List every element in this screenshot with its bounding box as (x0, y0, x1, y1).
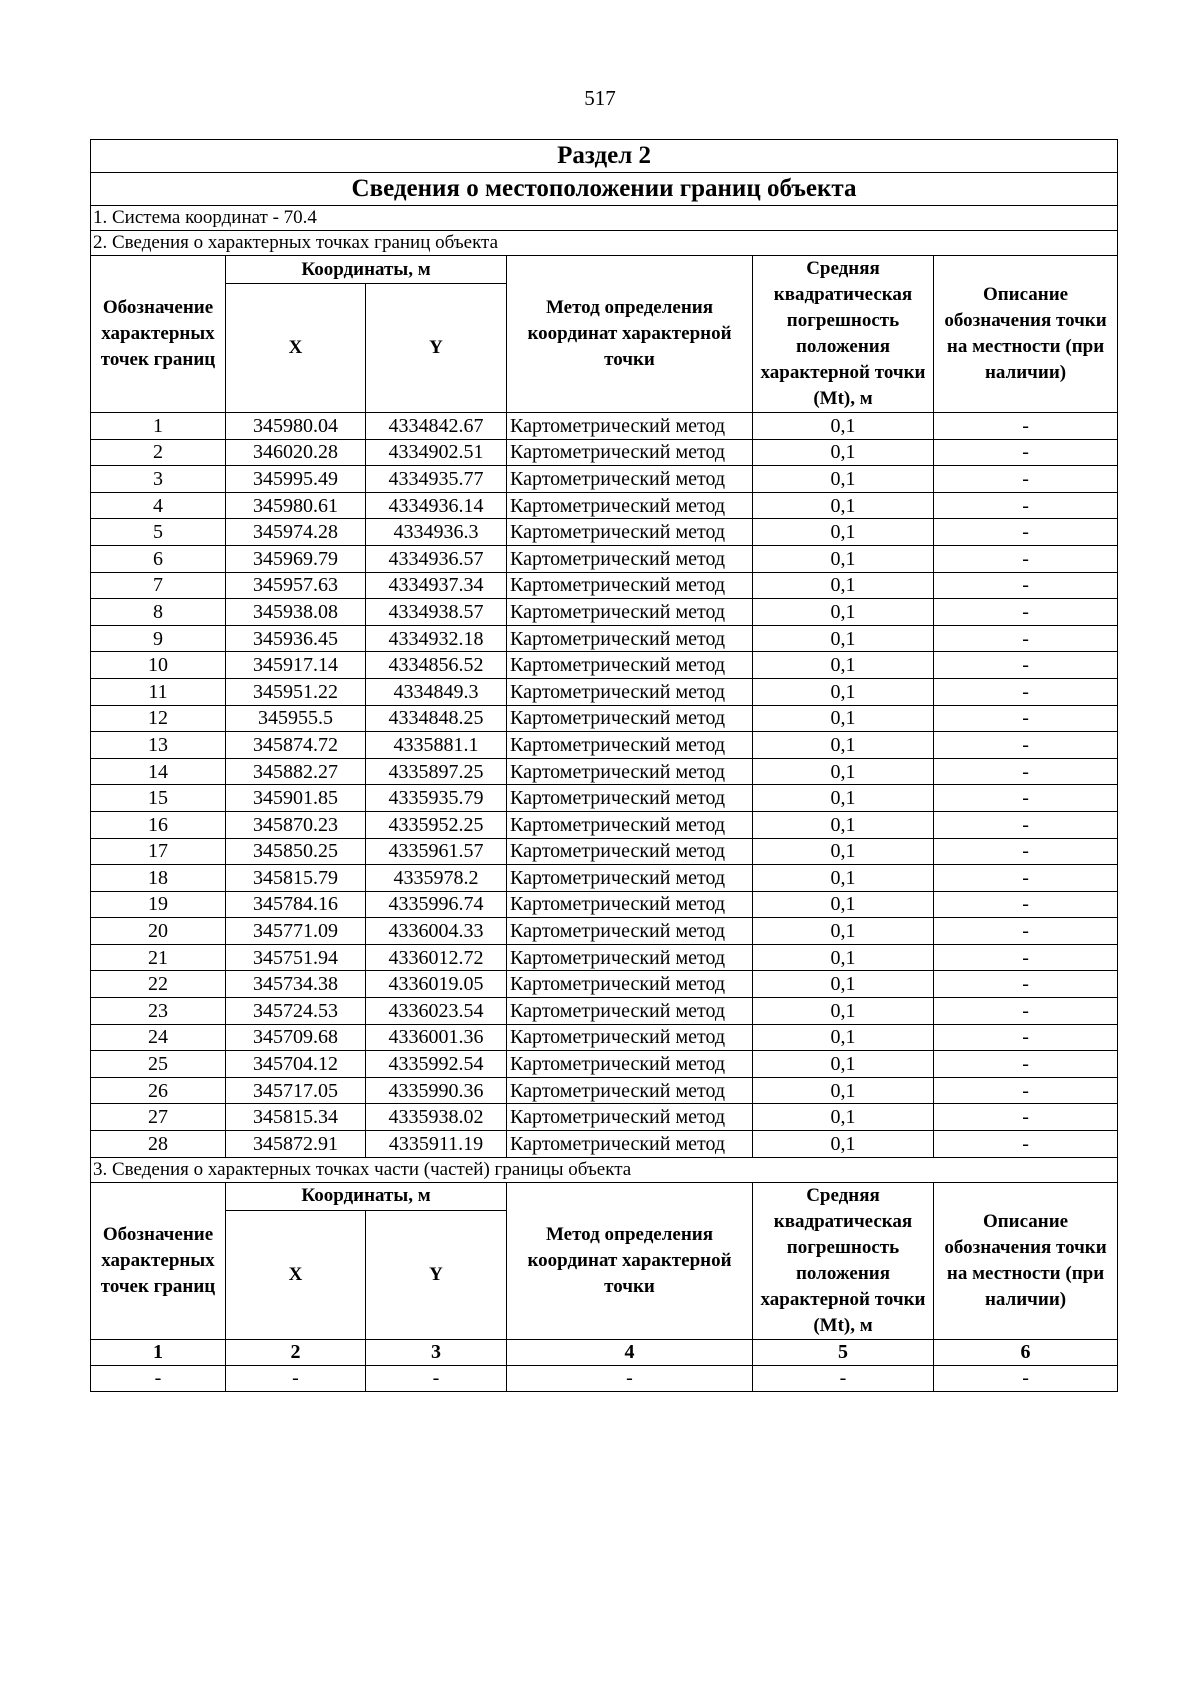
parts-cell: - (934, 1365, 1118, 1391)
y-coordinate-cell: 4336023.54 (366, 998, 507, 1025)
x-coordinate-cell: 345784.16 (226, 891, 366, 918)
y-coordinate-cell: 4335996.74 (366, 891, 507, 918)
point-number-cell: 7 (91, 572, 226, 599)
method-cell: Картометрический метод (507, 1077, 753, 1104)
header-designation: Обозначение характерных точек границ (91, 256, 226, 413)
error-cell: 0,1 (753, 891, 934, 918)
table-row (91, 1051, 1118, 1078)
table-row (91, 891, 1118, 918)
error-cell: 0,1 (753, 652, 934, 679)
x-coordinate-cell: 345709.68 (226, 1024, 366, 1051)
y-coordinate-cell: 4335911.19 (366, 1131, 507, 1158)
error-cell: 0,1 (753, 811, 934, 838)
description-cell: - (934, 466, 1118, 493)
x-coordinate-cell: 345850.25 (226, 838, 366, 865)
table-row (91, 652, 1118, 679)
y-coordinate-cell: 4334848.25 (366, 705, 507, 732)
method-cell: Картометрический метод (507, 599, 753, 626)
description-cell: - (934, 492, 1118, 519)
point-number-cell: 6 (91, 545, 226, 572)
method-cell: Картометрический метод (507, 944, 753, 971)
method-cell: Картометрический метод (507, 466, 753, 493)
point-number-cell: 11 (91, 678, 226, 705)
error-cell: 0,1 (753, 1051, 934, 1078)
x-coordinate-cell: 345771.09 (226, 918, 366, 945)
point-number-cell: 10 (91, 652, 226, 679)
description-cell: - (934, 1104, 1118, 1131)
method-cell: Картометрический метод (507, 1051, 753, 1078)
y-coordinate-cell: 4335935.79 (366, 785, 507, 812)
parts-cell: - (507, 1365, 753, 1391)
table-row (91, 1131, 1118, 1158)
column-number: 1 (91, 1339, 226, 1365)
method-cell: Картометрический метод (507, 1131, 753, 1158)
error-cell: 0,1 (753, 732, 934, 759)
error-cell: 0,1 (753, 785, 934, 812)
point-number-cell: 4 (91, 492, 226, 519)
method-cell: Картометрический метод (507, 678, 753, 705)
points-heading: 2. Сведения о характерных точках границ объекта (91, 231, 1118, 256)
description-cell: - (934, 1131, 1118, 1158)
method-cell: Картометрический метод (507, 439, 753, 466)
method-cell: Картометрический метод (507, 519, 753, 546)
method-cell: Картометрический метод (507, 1104, 753, 1131)
y-coordinate-cell: 4334936.57 (366, 545, 507, 572)
y-coordinate-cell: 4334936.14 (366, 492, 507, 519)
column-number: 4 (507, 1339, 753, 1365)
error-cell: 0,1 (753, 439, 934, 466)
description-cell: - (934, 413, 1118, 440)
method-cell: Картометрический метод (507, 572, 753, 599)
y-coordinate-cell: 4334935.77 (366, 466, 507, 493)
y-coordinate-cell: 4336019.05 (366, 971, 507, 998)
table-row (91, 732, 1118, 759)
point-number-cell: 5 (91, 519, 226, 546)
table-row (91, 599, 1118, 626)
parts-header-method: Метод определения координат характерной точки (507, 1182, 753, 1339)
x-coordinate-cell: 345734.38 (226, 971, 366, 998)
x-coordinate-cell: 345870.23 (226, 811, 366, 838)
method-cell: Картометрический метод (507, 811, 753, 838)
x-coordinate-cell: 345955.5 (226, 705, 366, 732)
y-coordinate-cell: 4334932.18 (366, 625, 507, 652)
table-row (91, 439, 1118, 466)
method-cell: Картометрический метод (507, 545, 753, 572)
x-coordinate-cell: 345936.45 (226, 625, 366, 652)
description-cell: - (934, 971, 1118, 998)
error-cell: 0,1 (753, 545, 934, 572)
error-cell: 0,1 (753, 1131, 934, 1158)
error-cell: 0,1 (753, 758, 934, 785)
table-row (91, 1077, 1118, 1104)
y-coordinate-cell: 4335952.25 (366, 811, 507, 838)
y-coordinate-cell: 4335992.54 (366, 1051, 507, 1078)
point-number-cell: 2 (91, 439, 226, 466)
error-cell: 0,1 (753, 1024, 934, 1051)
column-number: 2 (226, 1339, 366, 1365)
error-cell: 0,1 (753, 918, 934, 945)
description-cell: - (934, 519, 1118, 546)
method-cell: Картометрический метод (507, 838, 753, 865)
description-cell: - (934, 918, 1118, 945)
method-cell: Картометрический метод (507, 891, 753, 918)
table-row (91, 811, 1118, 838)
description-cell: - (934, 572, 1118, 599)
description-cell: - (934, 891, 1118, 918)
y-coordinate-cell: 4334936.3 (366, 519, 507, 546)
point-number-cell: 27 (91, 1104, 226, 1131)
y-coordinate-cell: 4335897.25 (366, 758, 507, 785)
y-coordinate-cell: 4336004.33 (366, 918, 507, 945)
point-number-cell: 9 (91, 625, 226, 652)
description-cell: - (934, 705, 1118, 732)
description-cell: - (934, 1024, 1118, 1051)
point-number-cell: 26 (91, 1077, 226, 1104)
method-cell: Картометрический метод (507, 785, 753, 812)
table-row (91, 625, 1118, 652)
description-cell: - (934, 998, 1118, 1025)
x-coordinate-cell: 345815.79 (226, 865, 366, 892)
method-cell: Картометрический метод (507, 1024, 753, 1051)
description-cell: - (934, 1077, 1118, 1104)
x-coordinate-cell: 345751.94 (226, 944, 366, 971)
y-coordinate-cell: 4335961.57 (366, 838, 507, 865)
description-cell: - (934, 678, 1118, 705)
table-row (91, 971, 1118, 998)
table-row (91, 865, 1118, 892)
error-cell: 0,1 (753, 971, 934, 998)
parts-heading: 3. Сведения о характерных точках части (частей) границы объекта (91, 1157, 1118, 1182)
y-coordinate-cell: 4335881.1 (366, 732, 507, 759)
point-number-cell: 17 (91, 838, 226, 865)
table-row (91, 466, 1118, 493)
x-coordinate-cell: 345901.85 (226, 785, 366, 812)
y-coordinate-cell: 4335938.02 (366, 1104, 507, 1131)
x-coordinate-cell: 345917.14 (226, 652, 366, 679)
description-cell: - (934, 1051, 1118, 1078)
error-cell: 0,1 (753, 1104, 934, 1131)
header-y: Y (366, 284, 507, 413)
x-coordinate-cell: 345974.28 (226, 519, 366, 546)
description-cell: - (934, 944, 1118, 971)
point-number-cell: 25 (91, 1051, 226, 1078)
x-coordinate-cell: 346020.28 (226, 439, 366, 466)
x-coordinate-cell: 345995.49 (226, 466, 366, 493)
point-number-cell: 23 (91, 998, 226, 1025)
point-number-cell: 18 (91, 865, 226, 892)
section-title: Раздел 2 (91, 140, 1118, 173)
table-row (91, 492, 1118, 519)
parts-cell: - (366, 1365, 507, 1391)
error-cell: 0,1 (753, 625, 934, 652)
method-cell: Картометрический метод (507, 492, 753, 519)
column-number: 5 (753, 1339, 934, 1365)
method-cell: Картометрический метод (507, 413, 753, 440)
section-subtitle: Сведения о местоположении границ объекта (91, 173, 1118, 206)
method-cell: Картометрический метод (507, 625, 753, 652)
header-coords: Координаты, м (226, 256, 507, 284)
point-number-cell: 12 (91, 705, 226, 732)
x-coordinate-cell: 345724.53 (226, 998, 366, 1025)
description-cell: - (934, 758, 1118, 785)
description-cell: - (934, 599, 1118, 626)
table-row (91, 785, 1118, 812)
point-number-cell: 24 (91, 1024, 226, 1051)
point-number-cell: 19 (91, 891, 226, 918)
y-coordinate-cell: 4334937.34 (366, 572, 507, 599)
header-error: Средняя квадратическая погрешность положения характерной точки (Mt), м (753, 256, 934, 413)
x-coordinate-cell: 345957.63 (226, 572, 366, 599)
coord-system-line: 1. Система координат - 70.4 (91, 206, 1118, 231)
x-coordinate-cell: 345815.34 (226, 1104, 366, 1131)
point-number-cell: 13 (91, 732, 226, 759)
table-row (91, 519, 1118, 546)
table-row (91, 758, 1118, 785)
point-number-cell: 8 (91, 599, 226, 626)
description-cell: - (934, 545, 1118, 572)
method-cell: Картометрический метод (507, 865, 753, 892)
description-cell: - (934, 785, 1118, 812)
error-cell: 0,1 (753, 492, 934, 519)
error-cell: 0,1 (753, 678, 934, 705)
parts-header-designation: Обозначение характерных точек границ (91, 1182, 226, 1339)
table-row (91, 678, 1118, 705)
point-number-cell: 3 (91, 466, 226, 493)
x-coordinate-cell: 345717.05 (226, 1077, 366, 1104)
parts-cell: - (226, 1365, 366, 1391)
error-cell: 0,1 (753, 944, 934, 971)
parts-header-x: X (226, 1210, 366, 1339)
table-row (91, 1104, 1118, 1131)
x-coordinate-cell: 345882.27 (226, 758, 366, 785)
x-coordinate-cell: 345951.22 (226, 678, 366, 705)
error-cell: 0,1 (753, 572, 934, 599)
method-cell: Картометрический метод (507, 971, 753, 998)
error-cell: 0,1 (753, 838, 934, 865)
header-x: X (226, 284, 366, 413)
table-row (91, 944, 1118, 971)
header-description: Описание обозначения точки на местности (при наличии) (934, 256, 1118, 413)
error-cell: 0,1 (753, 519, 934, 546)
description-cell: - (934, 439, 1118, 466)
x-coordinate-cell: 345938.08 (226, 599, 366, 626)
x-coordinate-cell: 345874.72 (226, 732, 366, 759)
point-number-cell: 22 (91, 971, 226, 998)
table-row (91, 838, 1118, 865)
table-row (91, 705, 1118, 732)
y-coordinate-cell: 4335978.2 (366, 865, 507, 892)
point-number-cell: 15 (91, 785, 226, 812)
parts-header-y: Y (366, 1210, 507, 1339)
y-coordinate-cell: 4336012.72 (366, 944, 507, 971)
error-cell: 0,1 (753, 413, 934, 440)
y-coordinate-cell: 4334938.57 (366, 599, 507, 626)
description-cell: - (934, 652, 1118, 679)
point-number-cell: 14 (91, 758, 226, 785)
header-method: Метод определения координат характерной точки (507, 256, 753, 413)
x-coordinate-cell: 345980.04 (226, 413, 366, 440)
method-cell: Картометрический метод (507, 998, 753, 1025)
table-row (91, 998, 1118, 1025)
method-cell: Картометрический метод (507, 758, 753, 785)
point-number-cell: 16 (91, 811, 226, 838)
table-row (91, 1024, 1118, 1051)
error-cell: 0,1 (753, 705, 934, 732)
x-coordinate-cell: 345969.79 (226, 545, 366, 572)
parts-header-coords: Координаты, м (226, 1182, 507, 1210)
x-coordinate-cell: 345980.61 (226, 492, 366, 519)
column-number: 6 (934, 1339, 1118, 1365)
point-number-cell: 28 (91, 1131, 226, 1158)
parts-header-error: Средняя квадратическая погрешность положения характерной точки (Mt), м (753, 1182, 934, 1339)
page-number: 517 (584, 86, 616, 110)
y-coordinate-cell: 4334849.3 (366, 678, 507, 705)
parts-cell: - (91, 1365, 226, 1391)
error-cell: 0,1 (753, 466, 934, 493)
description-cell: - (934, 625, 1118, 652)
error-cell: 0,1 (753, 865, 934, 892)
description-cell: - (934, 732, 1118, 759)
error-cell: 0,1 (753, 1077, 934, 1104)
point-number-cell: 20 (91, 918, 226, 945)
y-coordinate-cell: 4335990.36 (366, 1077, 507, 1104)
table-row (91, 918, 1118, 945)
description-cell: - (934, 865, 1118, 892)
y-coordinate-cell: 4334842.67 (366, 413, 507, 440)
description-cell: - (934, 838, 1118, 865)
table-row (91, 572, 1118, 599)
column-number: 3 (366, 1339, 507, 1365)
boundary-table (90, 139, 1118, 1392)
parts-header-description: Описание обозначения точки на местности (при наличии) (934, 1182, 1118, 1339)
method-cell: Картометрический метод (507, 732, 753, 759)
error-cell: 0,1 (753, 599, 934, 626)
x-coordinate-cell: 345704.12 (226, 1051, 366, 1078)
parts-cell: - (753, 1365, 934, 1391)
method-cell: Картометрический метод (507, 652, 753, 679)
method-cell: Картометрический метод (507, 705, 753, 732)
point-number-cell: 1 (91, 413, 226, 440)
method-cell: Картометрический метод (507, 918, 753, 945)
error-cell: 0,1 (753, 998, 934, 1025)
y-coordinate-cell: 4334902.51 (366, 439, 507, 466)
y-coordinate-cell: 4336001.36 (366, 1024, 507, 1051)
table-row (91, 545, 1118, 572)
y-coordinate-cell: 4334856.52 (366, 652, 507, 679)
x-coordinate-cell: 345872.91 (226, 1131, 366, 1158)
point-number-cell: 21 (91, 944, 226, 971)
description-cell: - (934, 811, 1118, 838)
table-row (91, 413, 1118, 440)
